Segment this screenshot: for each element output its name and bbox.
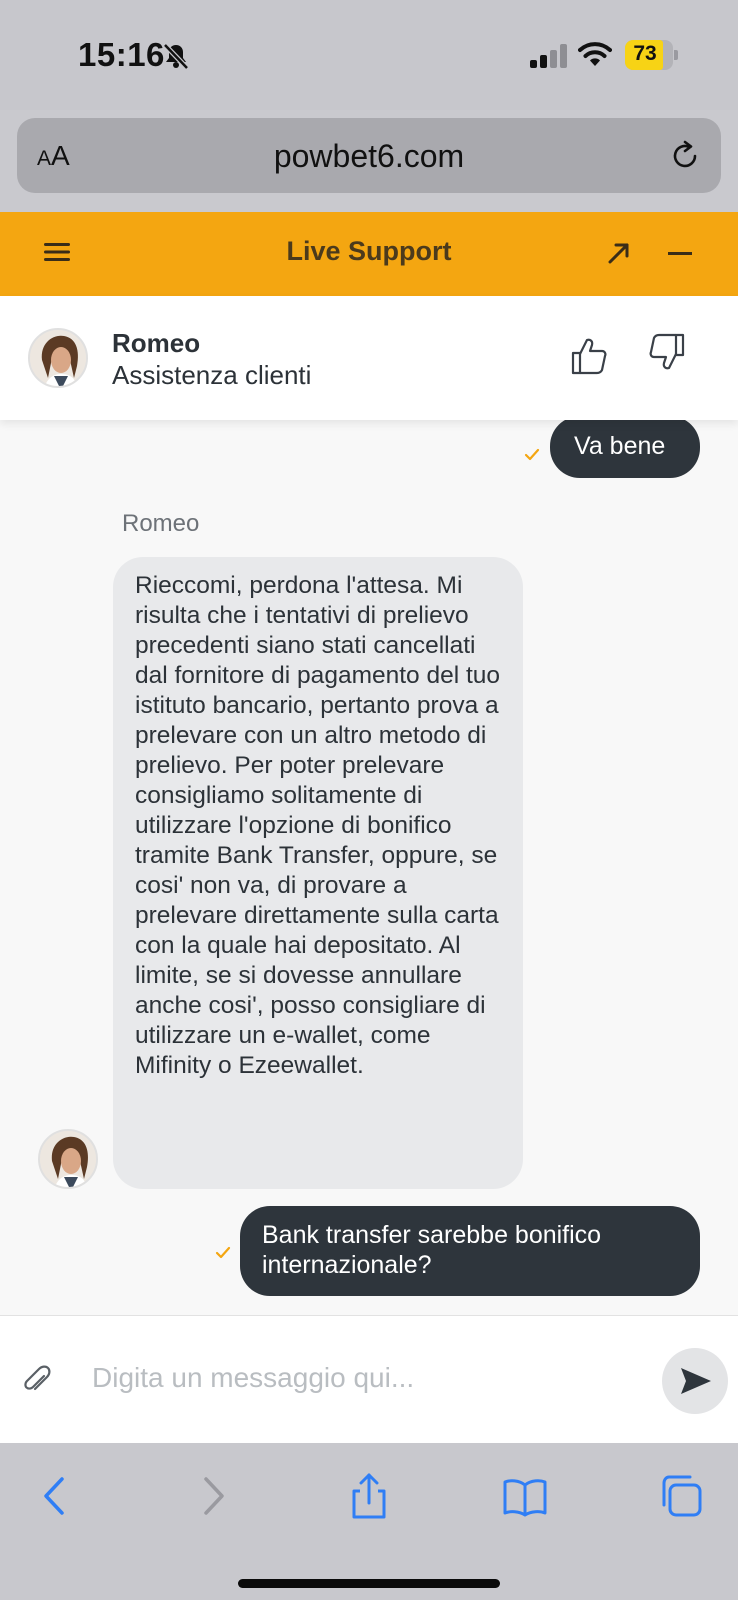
text-size-large-label: A [51,140,70,171]
avatar [28,328,88,388]
battery-icon [625,40,677,70]
agent-name: Romeo [112,328,201,358]
agent-role: Assistenza clienti [112,360,312,390]
message-avatar-image [40,1131,98,1189]
outgoing-message: Bank transfer sarebbe bonifico internazionale? [240,1206,700,1296]
tabs-icon[interactable] [658,1473,704,1519]
text-size-small-label: A [37,147,52,170]
agent-avatar-image [30,330,88,388]
minimize-icon[interactable] [668,252,692,255]
message-input[interactable] [92,1356,632,1400]
incoming-message: Rieccomi, perdona l'attesa. Mi risulta che i tentativi di prelievo precedenti siano stati cancellati dal fornitore di pagamento del tuo istituto bancario, pertanto prova a prelevare con un altro metodo di prelievo. Per poter prelevare consigliamo solitamente di utilizzare l'opzione di bonifico tramite Bank Transfer, oppure, se cosi' non va, di provare a prelevare direttamente sulla carta con la quale hai depositato. Al limite, se si dovesse annullare anche cosi', posso consigliare di utilizzare un e-wallet, come Mifinity o Ezeewallet. [113,557,523,1189]
reload-icon[interactable] [667,138,703,174]
check-icon [215,1246,231,1260]
expand-icon[interactable] [606,240,632,266]
status-time: 15:16 [78,36,165,73]
bell-slash-icon [162,42,190,70]
battery-percent: 73 [633,42,657,65]
check-icon [524,448,540,462]
browser-toolbar [0,1443,738,1600]
live-support-header [0,212,738,296]
back-icon[interactable] [32,1473,78,1519]
battery-cap [674,50,678,60]
avatar [38,1129,98,1189]
live-support-title: Live Support [286,236,452,266]
signal-icon [530,44,570,68]
wifi-icon [578,40,612,68]
thumbs-down-icon[interactable] [648,332,686,372]
paperclip-icon[interactable] [22,1364,52,1398]
address-bar[interactable] [17,118,721,193]
send-icon [679,1366,713,1396]
home-indicator[interactable] [238,1579,500,1588]
outgoing-message: Va bene [550,416,700,478]
share-icon[interactable] [346,1473,392,1519]
url-text[interactable]: powbet6.com [273,138,465,174]
message-composer [0,1315,738,1443]
thumbs-up-icon[interactable] [570,336,608,376]
chat-transcript[interactable] [0,420,738,1315]
bookmarks-icon[interactable] [502,1473,548,1519]
agent-bar [0,296,738,420]
status-bar [0,0,738,110]
forward-icon[interactable] [190,1473,236,1519]
send-button[interactable] [662,1348,728,1414]
message-sender-name: Romeo [122,510,200,537]
